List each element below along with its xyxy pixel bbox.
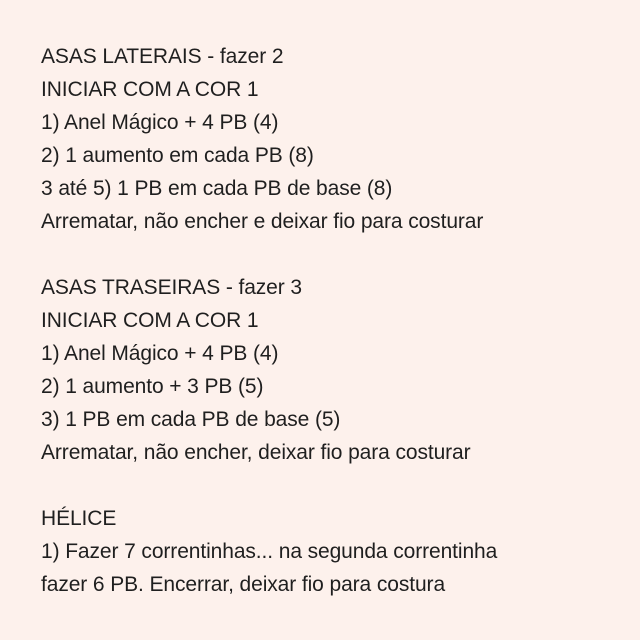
instruction-line: 2) 1 aumento + 3 PB (5) (41, 375, 264, 398)
section-title: ASAS LATERAIS - fazer 2 (41, 45, 284, 68)
instruction-line: INICIAR COM A COR 1 (41, 309, 259, 332)
pattern-document (41, 40, 631, 601)
instruction-line: 1) Fazer 7 correntinhas... na segunda correntinha (41, 540, 498, 563)
section-title: ASAS TRASEIRAS - fazer 3 (41, 276, 302, 299)
instruction-line: INICIAR COM A COR 1 (41, 78, 259, 101)
section-asas-traseiras (41, 271, 631, 469)
section-title: HÉLICE (41, 507, 117, 530)
instruction-line: 1) Anel Mágico + 4 PB (4) (41, 111, 279, 134)
instruction-line: 3) 1 PB em cada PB de base (5) (41, 408, 341, 431)
instruction-line: Arrematar, não encher, deixar fio para costurar (41, 441, 471, 464)
section-helice (41, 502, 631, 601)
instruction-line: 3 até 5) 1 PB em cada PB de base (8) (41, 177, 393, 200)
instruction-line: 2) 1 aumento em cada PB (8) (41, 144, 314, 167)
instruction-line: fazer 6 PB. Encerrar, deixar fio para costura (41, 573, 446, 596)
instruction-line: 1) Anel Mágico + 4 PB (4) (41, 342, 279, 365)
instruction-line: Arrematar, não encher e deixar fio para costurar (41, 210, 484, 233)
section-asas-laterais (41, 40, 631, 238)
